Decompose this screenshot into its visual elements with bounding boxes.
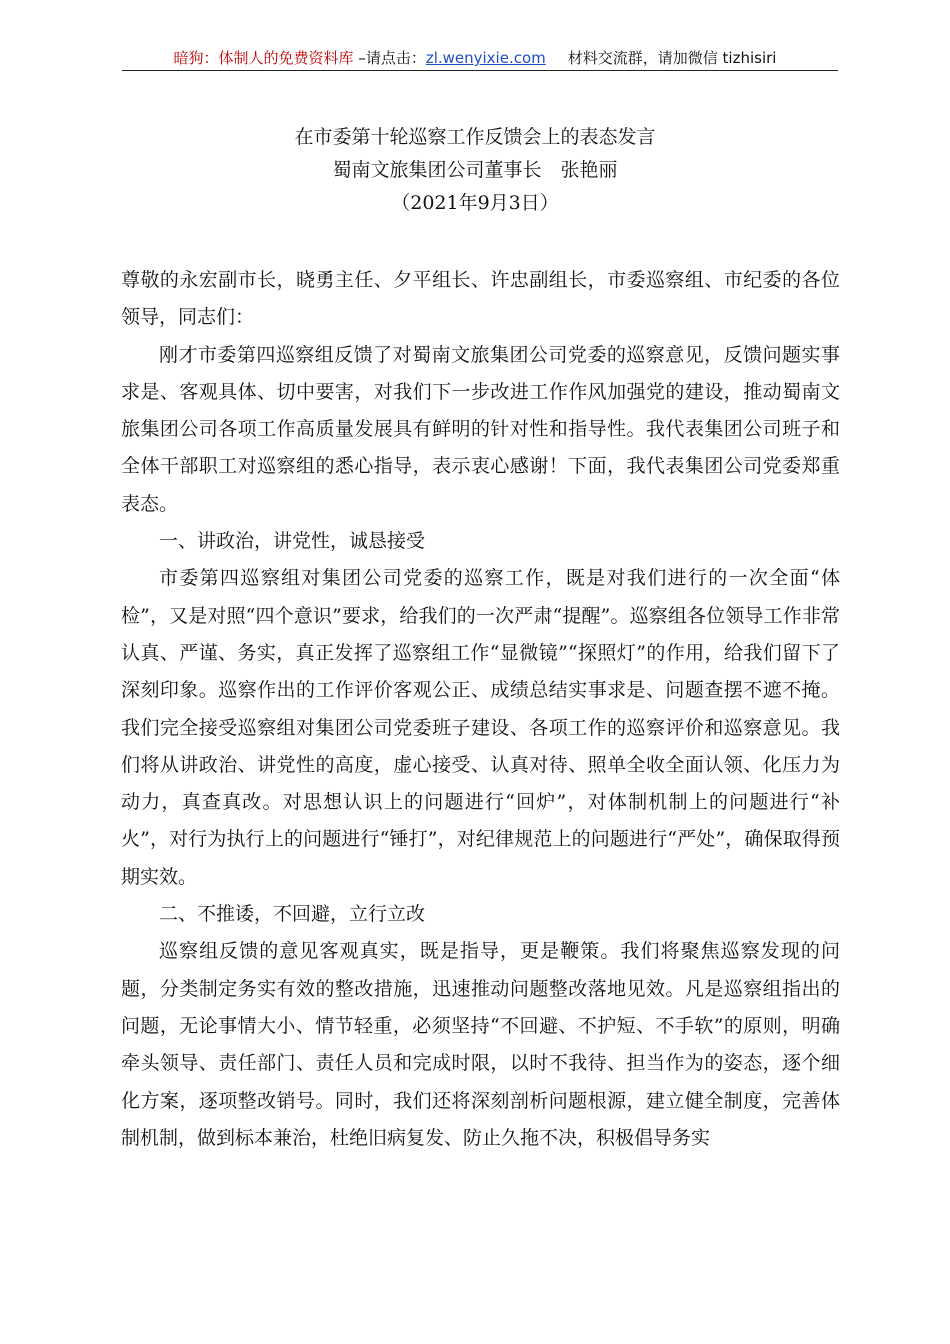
document-body: [121, 262, 840, 1157]
title-block: [0, 121, 950, 220]
header-prompt: –请点击：: [353, 49, 426, 67]
section-heading: 二、不推诿，不回避，立行立改: [159, 903, 426, 926]
document-title: 在市委第十轮巡察工作反馈会上的表态发言: [294, 126, 656, 148]
header-contact: 材料交流群，请加微信 tizhisiri: [567, 49, 777, 67]
document-author: 蜀南文旅集团公司董事长 张艳丽: [332, 159, 618, 181]
section-heading: 一、讲政治，讲党性，诚恳接受: [159, 530, 426, 553]
body-paragraph: 巡察组反馈的意见客观真实，既是指导，更是鞭策。我们将聚焦巡察发现的问题，分类制定务实有效的整改措施，迅速推动问题整改落地见效。凡是巡察组指出的问题，无论事情大小、情节轻重，必须坚持“不回避、不护短、不手软”的原则，明确牵头领导、责任部门、责任人员和完成时限，以时不我待、担当作为的姿态，逐个细化方案，逐项整改销号。同时，我们还将深刻剖析问题根源，建立健全制度，完善体制机制，做到标本兼治，杜绝旧病复发、防止久拖不决，积极倡导务实: [121, 940, 840, 1149]
header-divider: [122, 70, 838, 71]
body-paragraph: 刚才市委第四巡察组反馈了对蜀南文旅集团公司党委的巡察意见，反馈问题实事求是、客观具体、切中要害，对我们下一步改进工作作风加强党的建设，推动蜀南文旅集团公司各项工作高质量发展具有鲜明的针对性和指导性。我代表集团公司班子和全体干部职工对巡察组的悉心指导，表示衷心感谢！下面，我代表集团公司党委郑重表态。: [121, 343, 840, 515]
header-link[interactable]: zl.wenyixie.com: [425, 49, 546, 67]
watermark-header: [0, 46, 950, 70]
body-paragraph: 市委第四巡察组对集团公司党委的巡察工作，既是对我们进行的一次全面“体检”，又是对照“四个意识”要求，给我们的一次严肃“提醒”。巡察组各位领导工作非常认真、严谨、务实，真正发挥了巡察组工作“显微镜”“探照灯”的作用，给我们留下了深刻印象。巡察作出的工作评价客观公正、成绩总结实事求是、问题查摆不遮不掩。我们完全接受巡察组对集团公司党委班子建设、各项工作的巡察评价和巡察意见。我们将从讲政治、讲党性的高度，虚心接受、认真对待、照单全收全面认领、化压力为动力，真查真改。对思想认识上的问题进行“回炉”，对体制机制上的问题进行“补火”，对行为执行上的问题进行“锤打”，对纪律规范上的问题进行“严处”，确保取得预期实效。: [121, 567, 840, 888]
document-date: （2021年9月3日）: [391, 192, 559, 214]
header-brand: 暗狗：体制人的免费资料库: [173, 49, 354, 67]
salutation: 尊敬的永宏副市长，晓勇主任、夕平组长、许忠副组长，市委巡察组、市纪委的各位领导，同志们：: [121, 269, 840, 329]
